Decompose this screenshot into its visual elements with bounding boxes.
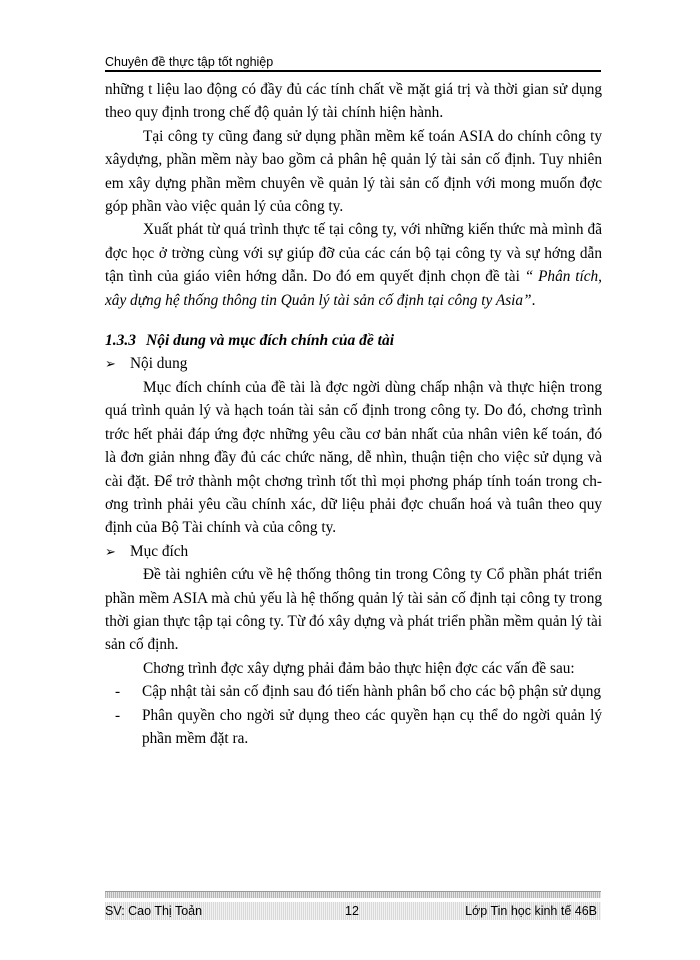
bullet-content-label: Nội dung	[130, 355, 188, 373]
paragraph-3	[105, 218, 602, 312]
footer-page-number: 12	[345, 904, 359, 918]
list-item-text: Phân quyền cho ngời sử dụng theo các quyền hạn cụ thể do ngời quản lý phần mềm đặt ra.	[142, 706, 602, 747]
document-body	[105, 78, 602, 750]
section-number: 1.3.3	[105, 332, 136, 350]
paragraph-4: Mục đích chính của đề tài là đợc ngời dùng chấp nhận và thực hiện trong quá trình quản lý và hạch toán tài sản cố định trong công ty. Do đó, chơng trình trớc hết phải đáp ứng đợc những yêu cầu cơ bản nhất của nhân viên kế toán, đó là đơn giản nhng đầy đủ các chức năng, dễ nhìn, thuận tiện cho việc sử dụng và cài đặt. Để trở thành một chơng trình tốt thì mọi phơng pháp tính toán trong chơng trình phải yêu cầu chính xác, dữ liệu phải đợc chuẩn hoá và tuân theo quy định của Bộ Tài chính và của công ty.	[105, 378, 602, 537]
header-title: Chuyên đề thực tập tốt nghiệp	[105, 55, 274, 69]
paragraph-5: Đề tài nghiên cứu về hệ thống thông tin trong Công ty Cổ phần phát triển phần mềm ASIA mà chủ yếu là hệ thống quản lý tài sản cố định tại công ty trong thời gian thực tập tại công ty. Từ đó xây dựng và phát triển phần mềm quản lý tài sản cố định.	[105, 566, 602, 654]
footer-rule	[105, 891, 601, 898]
requirements-list	[105, 680, 602, 750]
dash-marker: -	[115, 683, 121, 701]
footer-class: Lớp Tin học kinh tế 46B	[465, 904, 597, 918]
footer-student: SV: Cao Thị Toản	[105, 904, 203, 918]
section-title: Nội dung và mục đích chính của đề tài	[146, 332, 395, 350]
paragraph-3-end: .	[531, 291, 536, 309]
arrow-bullet-icon: ➢	[105, 543, 116, 559]
list-item-text: Cập nhật tài sản cố định sau đó tiến hành phân bổ cho các bộ phận sử dụng	[142, 683, 602, 701]
list-item	[105, 680, 602, 703]
dash-marker: -	[115, 706, 121, 724]
paragraph-6: Chơng trình đợc xây dựng phải đảm bảo thực hiện đợc các vấn đề sau:	[143, 659, 575, 677]
list-item	[105, 704, 602, 751]
paragraph-3-text: Xuất phát từ quá trình thực tế tại công ty, với những kiến thức mà mình đã đợc học ở trờng cùng với sự giúp đỡ của các cán bộ tại công ty và sự hớng dẫn tận tình của giáo viên hớng dẫn. Do đó em quyết định chọn đề tài	[105, 221, 602, 286]
arrow-bullet-icon: ➢	[105, 356, 116, 372]
paragraph-2: Tại công ty cũng đang sử dụng phần mềm kế toán ASIA do chính công ty xâydựng, phần mềm này bao gồm cả phân hệ quản lý tài sản cố định. Tuy nhiên em xây dựng phần mềm chuyên về quản lý tài sản cố định với mong muốn đợc góp phần vào việc quản lý của công ty.	[105, 127, 602, 216]
page-footer	[105, 902, 601, 920]
thesis-title: “ Phân tích, xây dựng hệ thống thông tin Quản lý tài sản cố định tại công ty Asia”	[105, 268, 603, 309]
bullet-purpose	[105, 540, 602, 563]
page-header	[105, 54, 600, 70]
paragraph-1: những t liệu lao động có đầy đủ các tính chất về mặt giá trị và thời gian sử dụng theo quy định trong chế độ quản lý tài chính hiện hành.	[105, 81, 602, 122]
bullet-content	[105, 352, 602, 375]
bullet-purpose-label: Mục đích	[130, 542, 189, 560]
section-heading	[105, 329, 602, 352]
header-rule	[105, 70, 601, 72]
